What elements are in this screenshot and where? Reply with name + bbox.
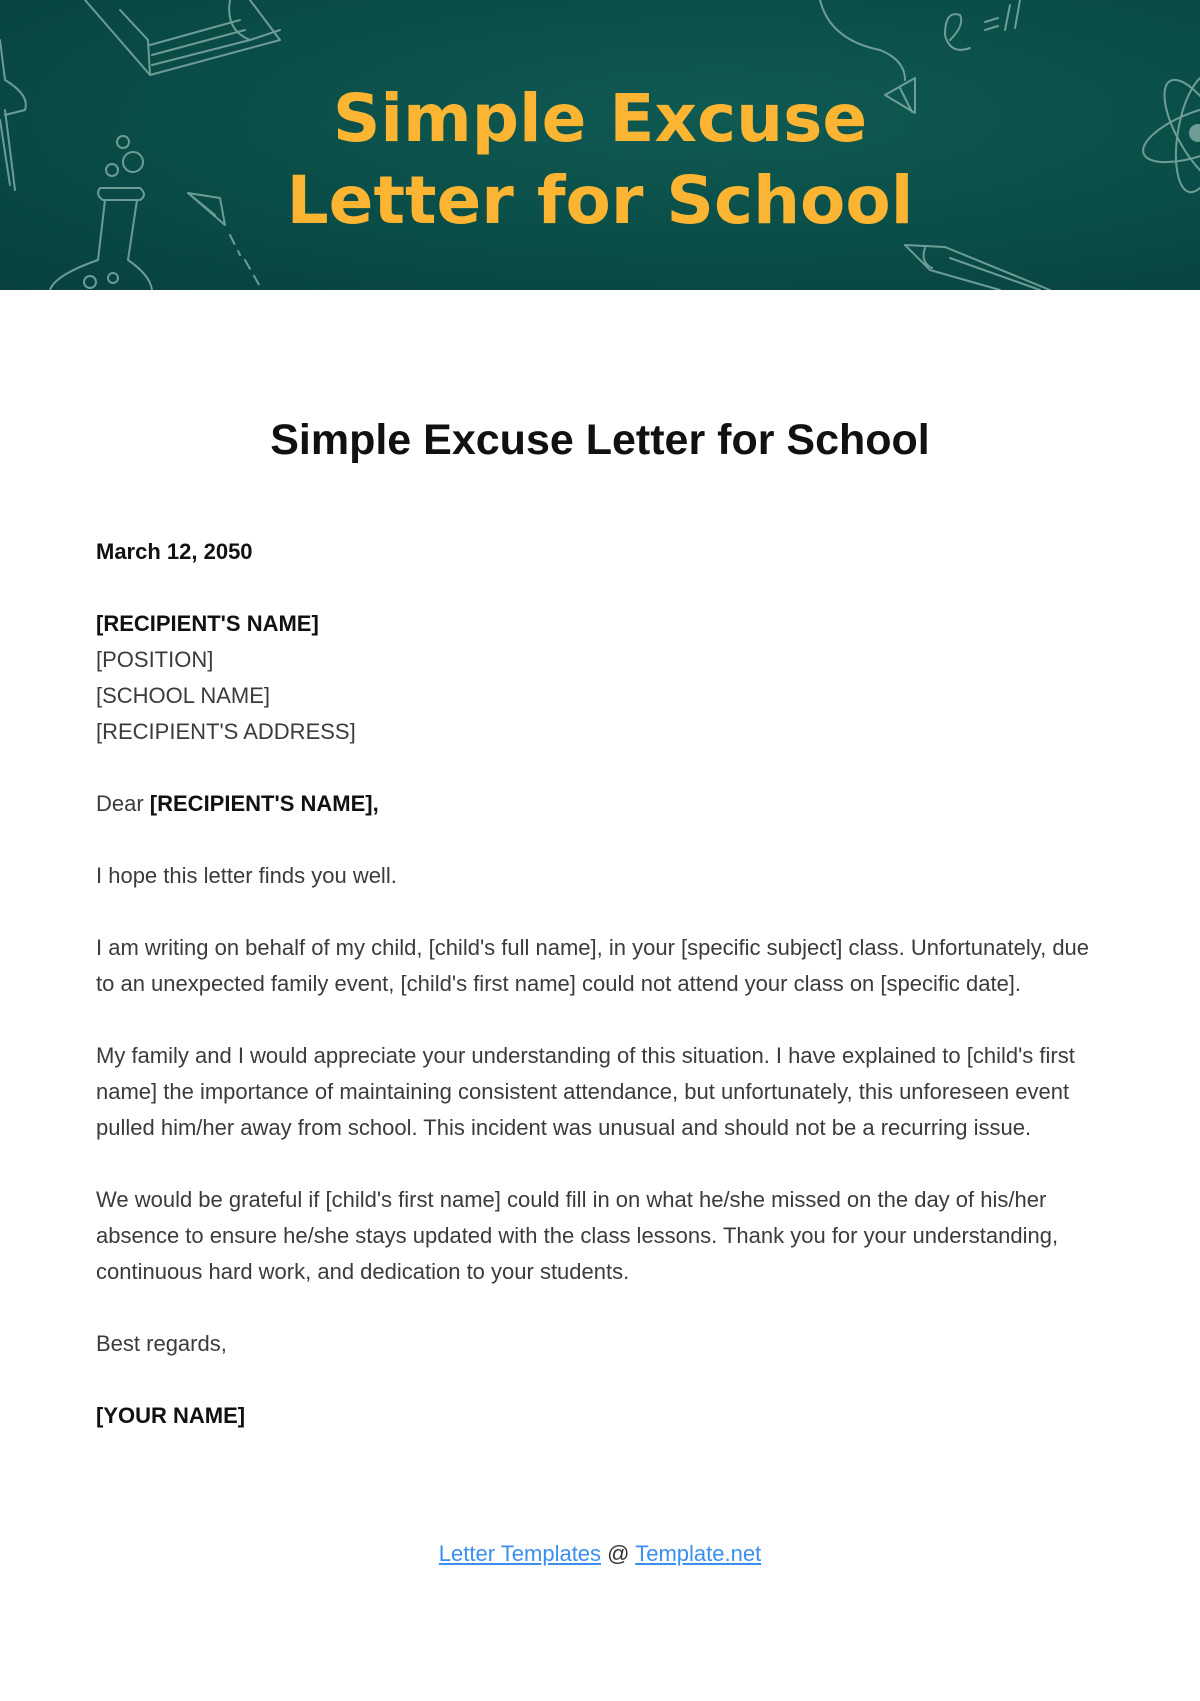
header-banner	[0, 0, 1200, 290]
banner-title	[0, 78, 1200, 242]
formula-e-mc2	[945, 0, 1020, 50]
footer-attribution	[0, 1541, 1200, 1567]
paragraph-greeting: I hope this letter finds you well.	[96, 863, 397, 888]
letter-date: March 12, 2050	[96, 539, 253, 564]
recipient-address-block	[96, 606, 1106, 750]
banner-title-line-2: Letter for School	[286, 162, 914, 239]
book-icon	[85, 0, 280, 75]
document-title: Simple Excuse Letter for School	[270, 416, 930, 464]
letter-body	[96, 534, 1106, 1470]
banner-title-line-1: Simple Excuse	[332, 80, 868, 157]
recipient-address: [RECIPIENT'S ADDRESS]	[96, 719, 356, 744]
signature: [YOUR NAME]	[96, 1403, 246, 1428]
recipient-position: [POSITION]	[96, 647, 214, 672]
closing: Best regards,	[96, 1331, 227, 1356]
salutation-suffix: ,	[372, 791, 379, 816]
paragraph-absence: I am writing on behalf of my child, [child's full name], in your [specific subject] class. Unfortunately, due to an unexpected family event, [child's first name] could not attend your class on [specific date].	[96, 935, 1090, 996]
salutation	[96, 786, 1106, 822]
salutation-prefix: Dear	[96, 791, 150, 816]
template-net-link[interactable]: Template.net	[635, 1541, 762, 1566]
footer-separator: @	[601, 1541, 636, 1566]
recipient-school: [SCHOOL NAME]	[96, 683, 270, 708]
paragraph-understanding: My family and I would appreciate your understanding of this situation. I have explained to [child's first name] the importance of maintaining consistent attendance, but unfortunately, this unforeseen event pulled him/her away from school. This incident was unusual and should not be a recurring issue.	[96, 1043, 1075, 1140]
paragraph-request: We would be grateful if [child's first name] could fill in on what he/she missed on the day of his/her absence to ensure he/she stays updated with the class lessons. Thank you for your understanding, continuous hard work, and dedication to your students.	[96, 1187, 1059, 1284]
pencil-icon	[905, 245, 1050, 290]
salutation-name: [RECIPIENT'S NAME]	[149, 791, 373, 816]
recipient-name: [RECIPIENT'S NAME]	[96, 611, 319, 636]
letter-templates-link[interactable]: Letter Templates	[438, 1541, 602, 1566]
